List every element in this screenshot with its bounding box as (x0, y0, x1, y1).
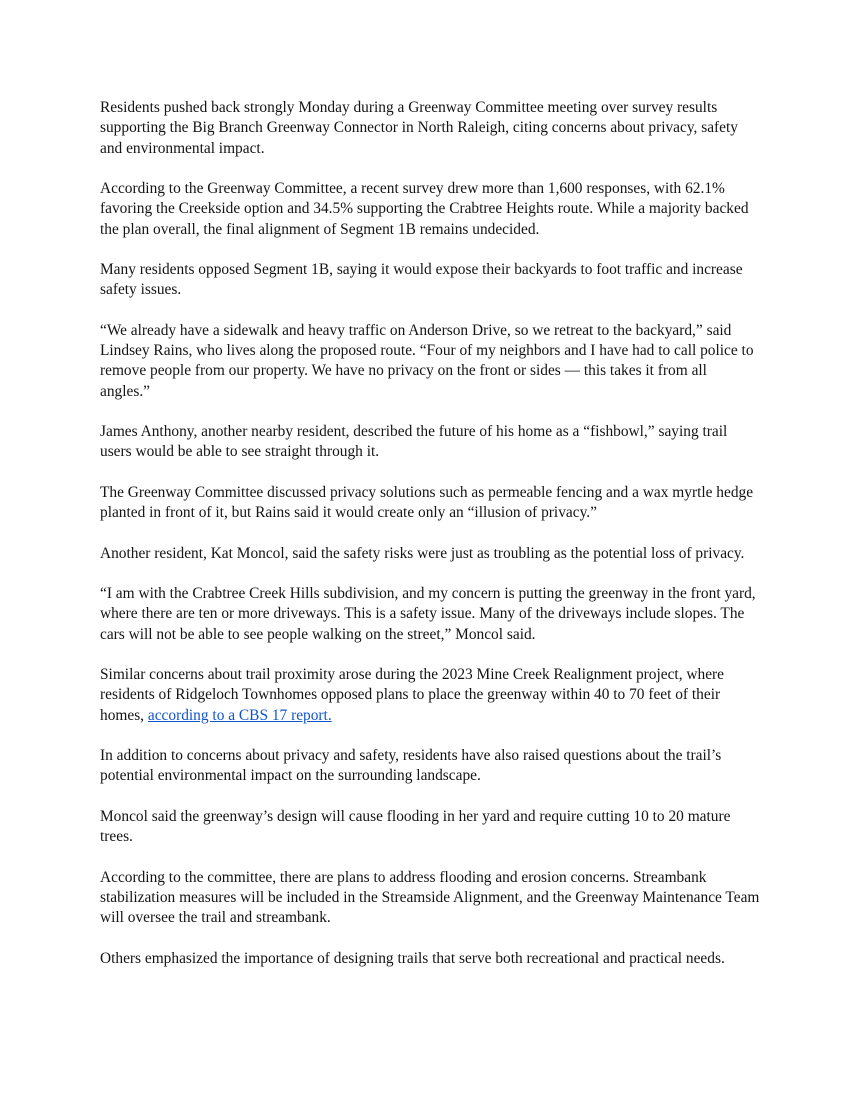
paragraph-survey-results: According to the Greenway Committee, a recent survey drew more than 1,600 responses, with 62.1% favoring the Creekside option and 34.5% supporting the Crabtree Heights route. While a majority backed the plan overall, the final alignment of Segment 1B remains undecided. (100, 180, 749, 238)
paragraph-mine-creek (100, 665, 760, 726)
paragraph-environmental-impact: In addition to concerns about privacy and safety, residents have also raised questions about the trail’s potential environmental impact on the surrounding landscape. (100, 747, 722, 785)
paragraph-flooding-trees: Moncol said the greenway’s design will cause flooding in her yard and require cutting 10 to 20 mature trees. (100, 807, 731, 845)
cbs17-report-link[interactable]: according to a CBS 17 report. (147, 706, 332, 724)
document-body (100, 98, 760, 989)
paragraph-committee-plans: According to the committee, there are plans to address flooding and erosion concerns. Streambank stabilization measures will be included in the Streamside Alignment, and the Greenway Maintenance Team will oversee the trail and streambank. (100, 868, 760, 926)
paragraph-moncol-quote: “I am with the Crabtree Creek Hills subdivision, and my concern is putting the greenway in the front yard, where there are ten or more driveways. This is a safety issue. Many of the driveways include slopes. The cars will not be able to see people walking on the street,” Moncol said. (100, 585, 756, 643)
mine-creek-text: Similar concerns about trail proximity arose during the 2023 Mine Creek Realignment project, where residents of Ridgeloch Townhomes opposed plans to place the greenway within 40 to 70 feet of their homes, (100, 666, 725, 724)
paragraph-lede: Residents pushed back strongly Monday during a Greenway Committee meeting over survey results supporting the Big Branch Greenway Connector in North Raleigh, citing concerns about privacy, safety and environmental impact. (100, 99, 738, 157)
paragraph-rains-quote: “We already have a sidewalk and heavy traffic on Anderson Drive, so we retreat to the backyard,” said Lindsey Rains, who lives along the proposed route. “Four of my neighbors and I have had to call police to remove people from our property. We have no privacy on the front or sides — this takes it from all angles.” (100, 321, 754, 400)
paragraph-moncol-intro: Another resident, Kat Moncol, said the safety risks were just as troubling as the potential loss of privacy. (100, 544, 745, 562)
paragraph-privacy-solutions: The Greenway Committee discussed privacy solutions such as permeable fencing and a wax myrtle hedge planted in front of it, but Rains said it would create only an “illusion of privacy.” (100, 483, 754, 521)
paragraph-anthony-fishbowl: James Anthony, another nearby resident, described the future of his home as a “fishbowl,” saying trail users would be able to see straight through it. (100, 423, 728, 461)
paragraph-trail-design: Others emphasized the importance of designing trails that serve both recreational and practical needs. (100, 949, 725, 967)
paragraph-segment-opposition: Many residents opposed Segment 1B, saying it would expose their backyards to foot traffic and increase safety issues. (100, 261, 743, 299)
